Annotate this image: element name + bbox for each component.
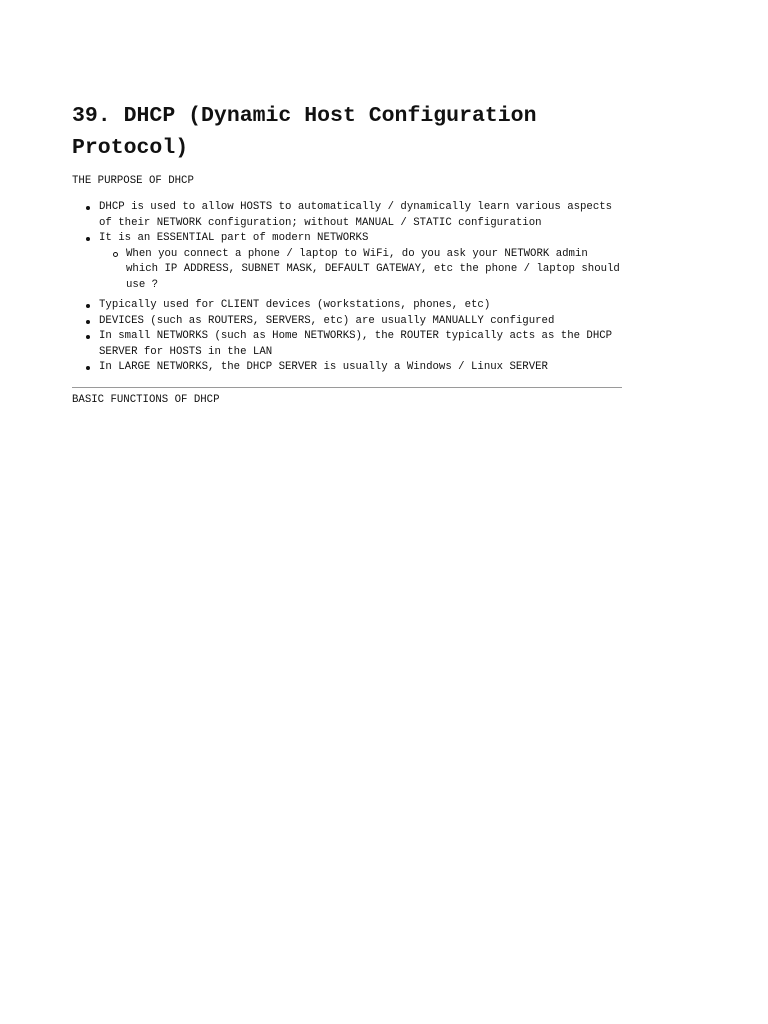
section-heading-basic-functions: BASIC FUNCTIONS OF DHCP xyxy=(72,393,220,406)
list-item-text: In small NETWORKS (such as Home NETWORKS), the ROUTER typically acts as the DHCP SERVER for HOSTS in the LAN xyxy=(99,330,613,358)
purpose-bullet-list xyxy=(72,200,624,376)
list-item-text: It is an ESSENTIAL part of modern NETWORKS xyxy=(99,232,369,244)
list-item-text: In LARGE NETWORKS, the DHCP SERVER is usually a Windows / Linux SERVER xyxy=(99,361,548,373)
section-divider xyxy=(72,387,622,388)
list-item xyxy=(72,329,624,360)
page-title: 39. DHCP (Dynamic Host Configuration Protocol) xyxy=(72,104,537,160)
list-item-text: DEVICES (such as ROUTERS, SERVERS, etc) are usually MANUALLY configured xyxy=(99,314,555,327)
list-item-text: Typically used for CLIENT devices (workstations, phones, etc) xyxy=(99,299,491,311)
section-heading-purpose: THE PURPOSE OF DHCP xyxy=(72,175,194,187)
list-item-text: DHCP is used to allow HOSTS to automatically / dynamically learn various aspects of their NETWORK configuration; without MANUAL / STATIC configuration xyxy=(99,201,613,229)
list-item xyxy=(72,200,624,231)
sub-list-item-text: When you connect a phone / laptop to WiFi, do you ask your NETWORK admin which IP ADDRESS, SUBNET MASK, DEFAULT GATEWAY, etc the phone / laptop should use ? xyxy=(126,247,620,291)
list-item xyxy=(72,298,624,314)
sub-list-item xyxy=(99,247,624,294)
sub-bullet-list xyxy=(99,247,624,294)
document-page xyxy=(72,100,624,407)
list-item xyxy=(72,360,624,376)
list-item xyxy=(72,314,624,330)
list-item xyxy=(72,231,624,293)
